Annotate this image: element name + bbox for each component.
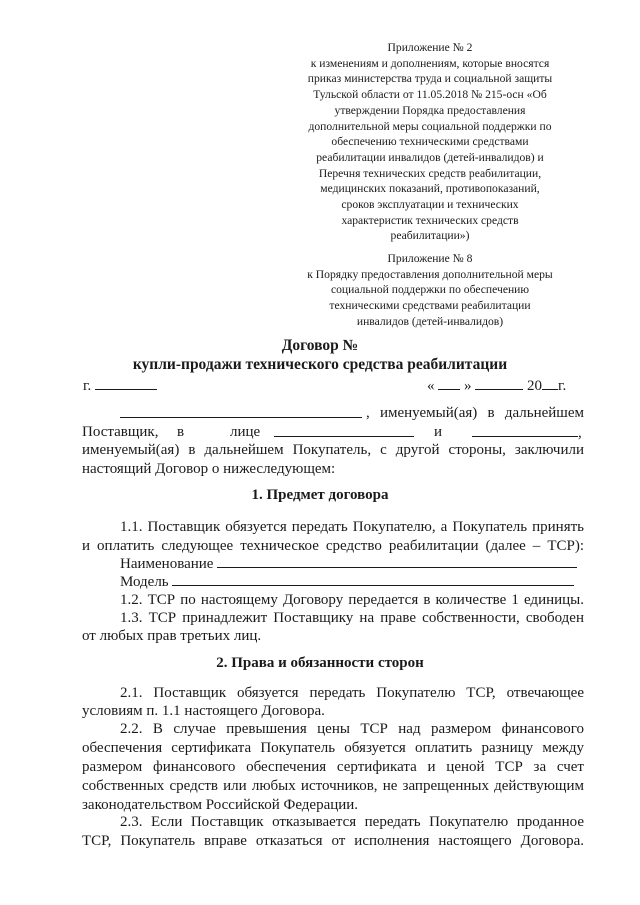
appendix-8-line: социальной поддержки по обеспечению xyxy=(330,283,530,297)
representative-blank xyxy=(274,424,414,437)
item-name-field xyxy=(120,555,577,573)
appendix-2-line: Тульской области от 11.05.2018 № 215-осн «Об xyxy=(313,88,547,102)
appendix-2-line: Перечня технических средств реабилитации, xyxy=(318,166,542,180)
appendix-2-line: обеспечению техническими средствами xyxy=(331,135,529,149)
parties-line-1-text: , именуемый(ая) в дальнейшем xyxy=(366,405,584,421)
item-name-blank xyxy=(217,555,577,568)
appendix-2-line: дополнительной меры социальной поддержки по xyxy=(308,119,552,133)
appendix-8-title: Приложение № 8 xyxy=(387,252,473,265)
appendix-2-line: приказ министерства труда и социальной защиты xyxy=(307,72,553,86)
parties-line-2-word: в xyxy=(177,424,185,440)
section-2-heading: 2. Права и обязанности сторон xyxy=(216,655,424,671)
parties-line-2-word: Поставщик, xyxy=(82,424,159,440)
year-blank xyxy=(542,377,558,390)
clause-2-2-line-5: законодательством Российской Федерации. xyxy=(82,797,359,813)
clause-2-1-line-2: условиям п. 1.1 настоящего Договора. xyxy=(82,703,325,719)
parties-line-2-word: и xyxy=(434,424,443,440)
year-prefix: 20 xyxy=(527,378,542,394)
appendix-8-line: техническими средствами реабилитации xyxy=(329,299,531,313)
appendix-2-line: сроков эксплуатации и технических xyxy=(341,198,519,212)
appendix-8-line: инвалидов (детей-инвалидов) xyxy=(356,314,504,328)
parties-line-4: настоящий Договор о нижеследующем: xyxy=(82,461,336,477)
clause-1-2: 1.2. ТСР по настоящему Договору передается в количестве 1 единицы. xyxy=(120,592,584,608)
buyer-blank-wrap xyxy=(472,424,582,442)
clause-2-3-line-2: ТСР, Покупатель вправе отказаться от исполнения настоящего Договора. xyxy=(82,833,584,849)
year-suffix: г. xyxy=(558,378,567,394)
appendix-2-line: реабилитации инвалидов (детей-инвалидов) и xyxy=(316,150,544,164)
item-model-label: Модель xyxy=(120,574,169,590)
parties-line-1 xyxy=(120,405,362,423)
clause-1-1-line-1: 1.1. Поставщик обязуется передать Покупателю, а Покупатель принять xyxy=(120,519,584,535)
appendix-8-line: к Порядку предоставления дополнительной меры xyxy=(307,267,553,281)
supplier-name-blank xyxy=(120,405,362,418)
clause-2-2-line-3: размером финансового обеспечения сертификата и ценой ТСР за счет xyxy=(82,759,584,775)
appendix-2-line: характеристик технических средств xyxy=(341,213,519,227)
parties-line-2-word: лице xyxy=(230,424,261,440)
clause-2-1-line-1: 2.1. Поставщик обязуется передать Покупателю ТСР, отвечающее xyxy=(120,685,584,701)
city-field xyxy=(83,377,157,395)
item-model-blank xyxy=(172,573,574,586)
appendix-2-line: утверждении Порядка предоставления xyxy=(334,103,526,117)
clause-1-3-line-2: от любых прав третьих лиц. xyxy=(82,628,262,644)
appendix-2-line: к изменениям и дополнениям, которые вносятся xyxy=(310,56,550,70)
clause-1-3-line-1: 1.3. ТСР принадлежит Поставщику на праве собственности, свободен xyxy=(120,610,584,626)
appendix-2-title: Приложение № 2 xyxy=(387,41,473,54)
appendix-2-line: реабилитации») xyxy=(390,229,470,243)
parties-line-3: именуемый(ая) в дальнейшем Покупатель, с другой стороны, заключили xyxy=(82,442,584,458)
city-blank xyxy=(95,377,157,390)
clause-2-3-line-1: 2.3. Если Поставщик отказывается передать Покупателю проданное xyxy=(120,814,584,830)
month-blank xyxy=(475,377,523,390)
clause-2-2-line-2: обеспечения сертификата Покупатель обязуется оплатить разницу между xyxy=(82,740,584,756)
item-model-field xyxy=(120,573,574,591)
appendix-8-block xyxy=(260,251,600,330)
contract-subtitle: купли-продажи технического средства реабилитации xyxy=(132,356,508,373)
day-blank xyxy=(438,377,460,390)
date-close-quote: » xyxy=(464,378,472,394)
section-1-heading: 1. Предмет договора xyxy=(251,487,389,503)
item-name-label: Наименование xyxy=(120,556,214,572)
buyer-blank xyxy=(472,424,578,437)
contract-title: Договор № xyxy=(281,337,359,354)
date-field xyxy=(427,377,566,395)
appendix-2-block xyxy=(260,40,600,244)
clause-2-2-line-1: 2.2. В случае превышения цены ТСР над размером финансового xyxy=(120,721,584,737)
representative-blank-wrap xyxy=(274,424,414,442)
clause-1-1-line-2: и оплатить следующее техническое средство реабилитации (далее – ТСР): xyxy=(82,538,584,554)
parties-line-2-end: , xyxy=(578,425,582,441)
clause-2-2-line-4: собственных средств или любых источников, не запрещенных действующим xyxy=(82,778,584,794)
appendix-2-line: медицинских показаний, противопоказаний, xyxy=(320,182,540,196)
city-prefix: г. xyxy=(83,378,92,394)
date-open-quote: « xyxy=(427,378,435,394)
